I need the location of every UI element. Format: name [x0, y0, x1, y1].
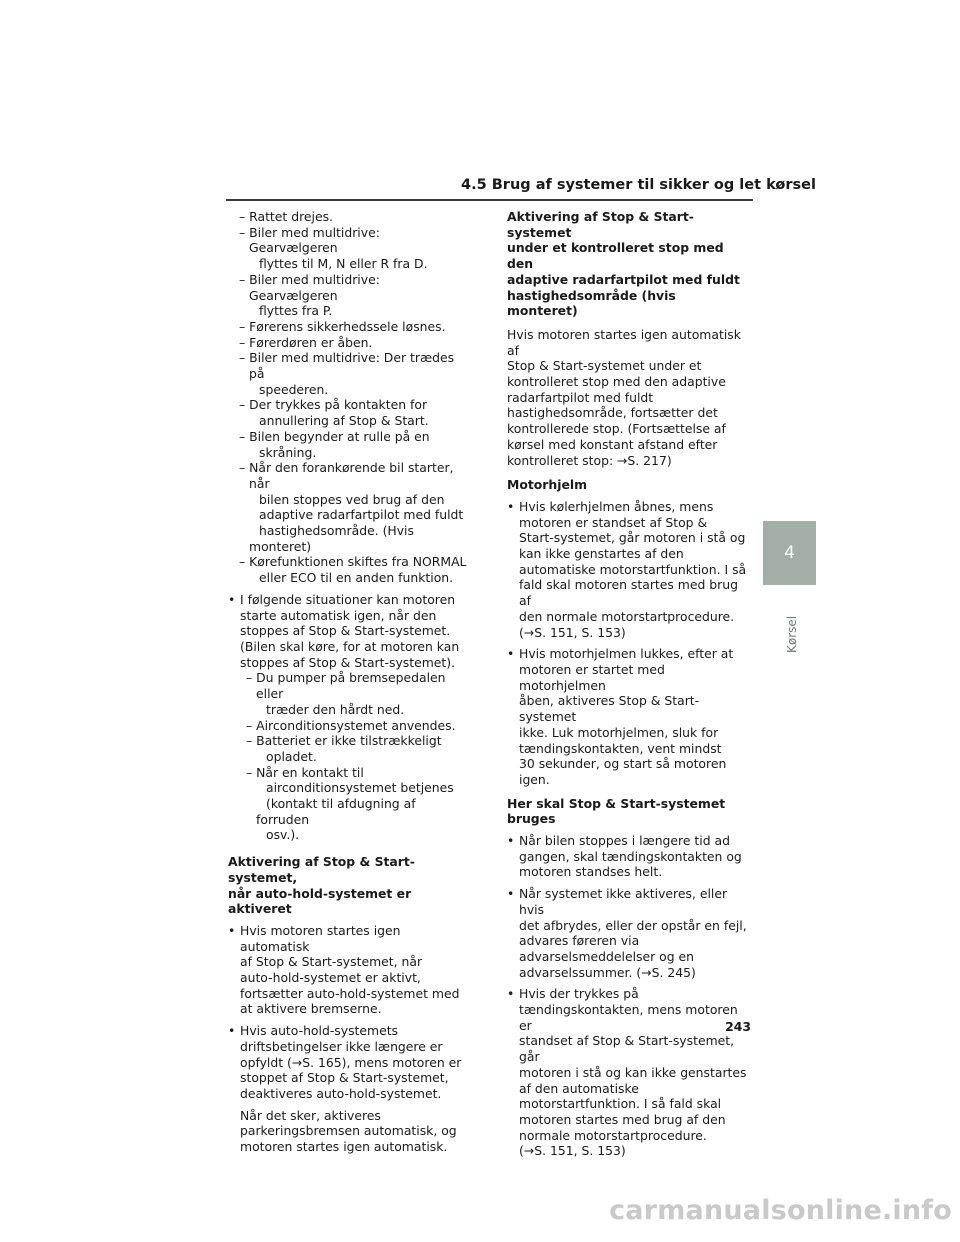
condition-dash-list [228, 209, 468, 586]
heading-when-to-use: Her skal Stop & Start-systemet bruges [507, 795, 726, 827]
dash-item: – Når den forankørende bil starter, når bilen stoppes ved brug af den adaptive radarfartpilot med fuldt hastighedsområde. (Hvis monteret) [239, 460, 464, 554]
chapter-tab [763, 521, 816, 585]
bullet-autohold-restart: • Hvis motoren startes igen automatisk af Stop & Start-systemet, når auto-hold-systemet er aktivt, fortsætter auto-hold-systemet med at aktivere bremserne. [228, 923, 468, 1017]
bullet-hood-open: • Hvis kølerhjelmen åbnes, mens motoren er standset af Stop & Start-systemet, går motoren i stå og kan ikke genstartes af den automatiske motorstartfunktion. I så fald skal motoren startes med brug af den normale motorstartprocedure. (→S. 151, S. 153) [507, 499, 747, 640]
right-column [507, 209, 747, 1159]
dash-item: – Førerdøren er åben. [239, 334, 373, 350]
paragraph-autohold-note: Når det sker, aktiveres parkeringsbremsen automatisk, og motoren startes igen automatisk. [240, 1107, 457, 1155]
chapter-number: 4 [784, 543, 795, 563]
dash-item: – Bilen begynder at rulle på en skråning. [239, 428, 430, 460]
paragraph-radar-cruise: Hvis motoren startes igen automatisk af Stop & Start-systemet under et kontrolleret stop med den adaptive radarfartpilot med fuldt hastighedsområde, fortsætter det kontrollerede stop. (Fortsættelse af kørsel med konstant afstand efter kontrolleret stop: →S. 217) [507, 326, 741, 468]
dash-item: – Du pumper på bremsepedalen eller træder den hårdt ned. [246, 670, 446, 717]
chapter-label-text: Kørsel [785, 615, 799, 653]
dash-item: – Førerens sikkerhedssele løsnes. [239, 318, 446, 334]
dash-item: – Airconditionsystemet anvendes. [246, 717, 456, 733]
watermark: carmanualsonline.info [609, 1195, 952, 1226]
bullet-text: • I følgende situationer kan motoren starte automatisk igen, når den stoppes af Stop & Start-systemet. (Bilen skal køre, for at motoren kan stoppes af Stop & Start-systemet). [240, 591, 460, 670]
dash-item: – Der trykkes på kontakten for annullering af Stop & Start. [239, 397, 429, 429]
dash-item: – Biler med multidrive: Der trædes på speederen. [239, 350, 455, 397]
heading-autohold: Aktivering af Stop & Start-systemet, når auto-hold-systemet er aktiveret [228, 854, 415, 917]
bullet-ignition-pressed: • Hvis der trykkes på tændingskontakten, mens motoren er standset af Stop & Start-systemet, går motoren i stå og kan ikke genstartes af den automatiske motorstartfunktion. I så fald skal motoren startes med brug af den normale motorstartprocedure. (→S. 151, S. 153) [507, 986, 747, 1159]
bullet-long-stop: • Når bilen stoppes i længere tid ad gangen, skal tændingskontakten og motoren standses helt. [507, 833, 747, 880]
heading-radar-cruise: Aktivering af Stop & Start-systemet under et kontrolleret stop med den adaptive radarfartpilot med fuldt hastighedsområde (hvis monteret) [507, 209, 740, 319]
bullet-restart-situations [228, 592, 468, 843]
page-number: 243 [725, 1019, 751, 1034]
bullet-system-fault: • Når systemet ikke aktiveres, eller hvis det afbrydes, eller der opstår en fejl, advares føreren via advarselsmeddelelser og en advarselssummer. (→S. 245) [507, 886, 747, 980]
chapter-label [780, 595, 800, 655]
dash-item: – Biler med multidrive: Gearvælgeren flyttes fra P. [239, 271, 380, 319]
left-column [228, 209, 468, 1155]
section-header-title: 4.5 Brug af systemer til sikker og let kørsel [461, 177, 816, 193]
heading-hood: Motorhjelm [507, 477, 588, 493]
bullet-autohold-conditions: • Hvis auto-hold-systemets driftsbetingelser ikke længere er opfyldt (→S. 165), mens motoren er stoppet af Stop & Start-systemet, deaktiveres auto-hold-systemet. [228, 1023, 468, 1102]
dash-item: – Når en kontakt til airconditionsystemet betjenes (kontakt til afdugning af forruden osv.). [246, 764, 454, 843]
dash-item: – Kørefunktionen skiftes fra NORMAL eller ECO til en anden funktion. [239, 554, 467, 586]
dash-item: – Batteriet er ikke tilstrækkeligt opladet. [246, 733, 442, 764]
dash-item: – Biler med multidrive: Gearvælgeren flyttes til M, N eller R fra D. [239, 224, 428, 272]
dash-item: – Rattet drejes. [239, 209, 333, 224]
bullet-hood-closed: • Hvis motorhjelmen lukkes, efter at motoren er startet med motorhjelmen åben, aktiveres Stop & Start-systemet ikke. Luk motorhjelmen, sluk for tændingskontakten, vent mindst 30 sekunder, og start så motoren igen. [507, 646, 747, 787]
header-rule [226, 199, 753, 201]
